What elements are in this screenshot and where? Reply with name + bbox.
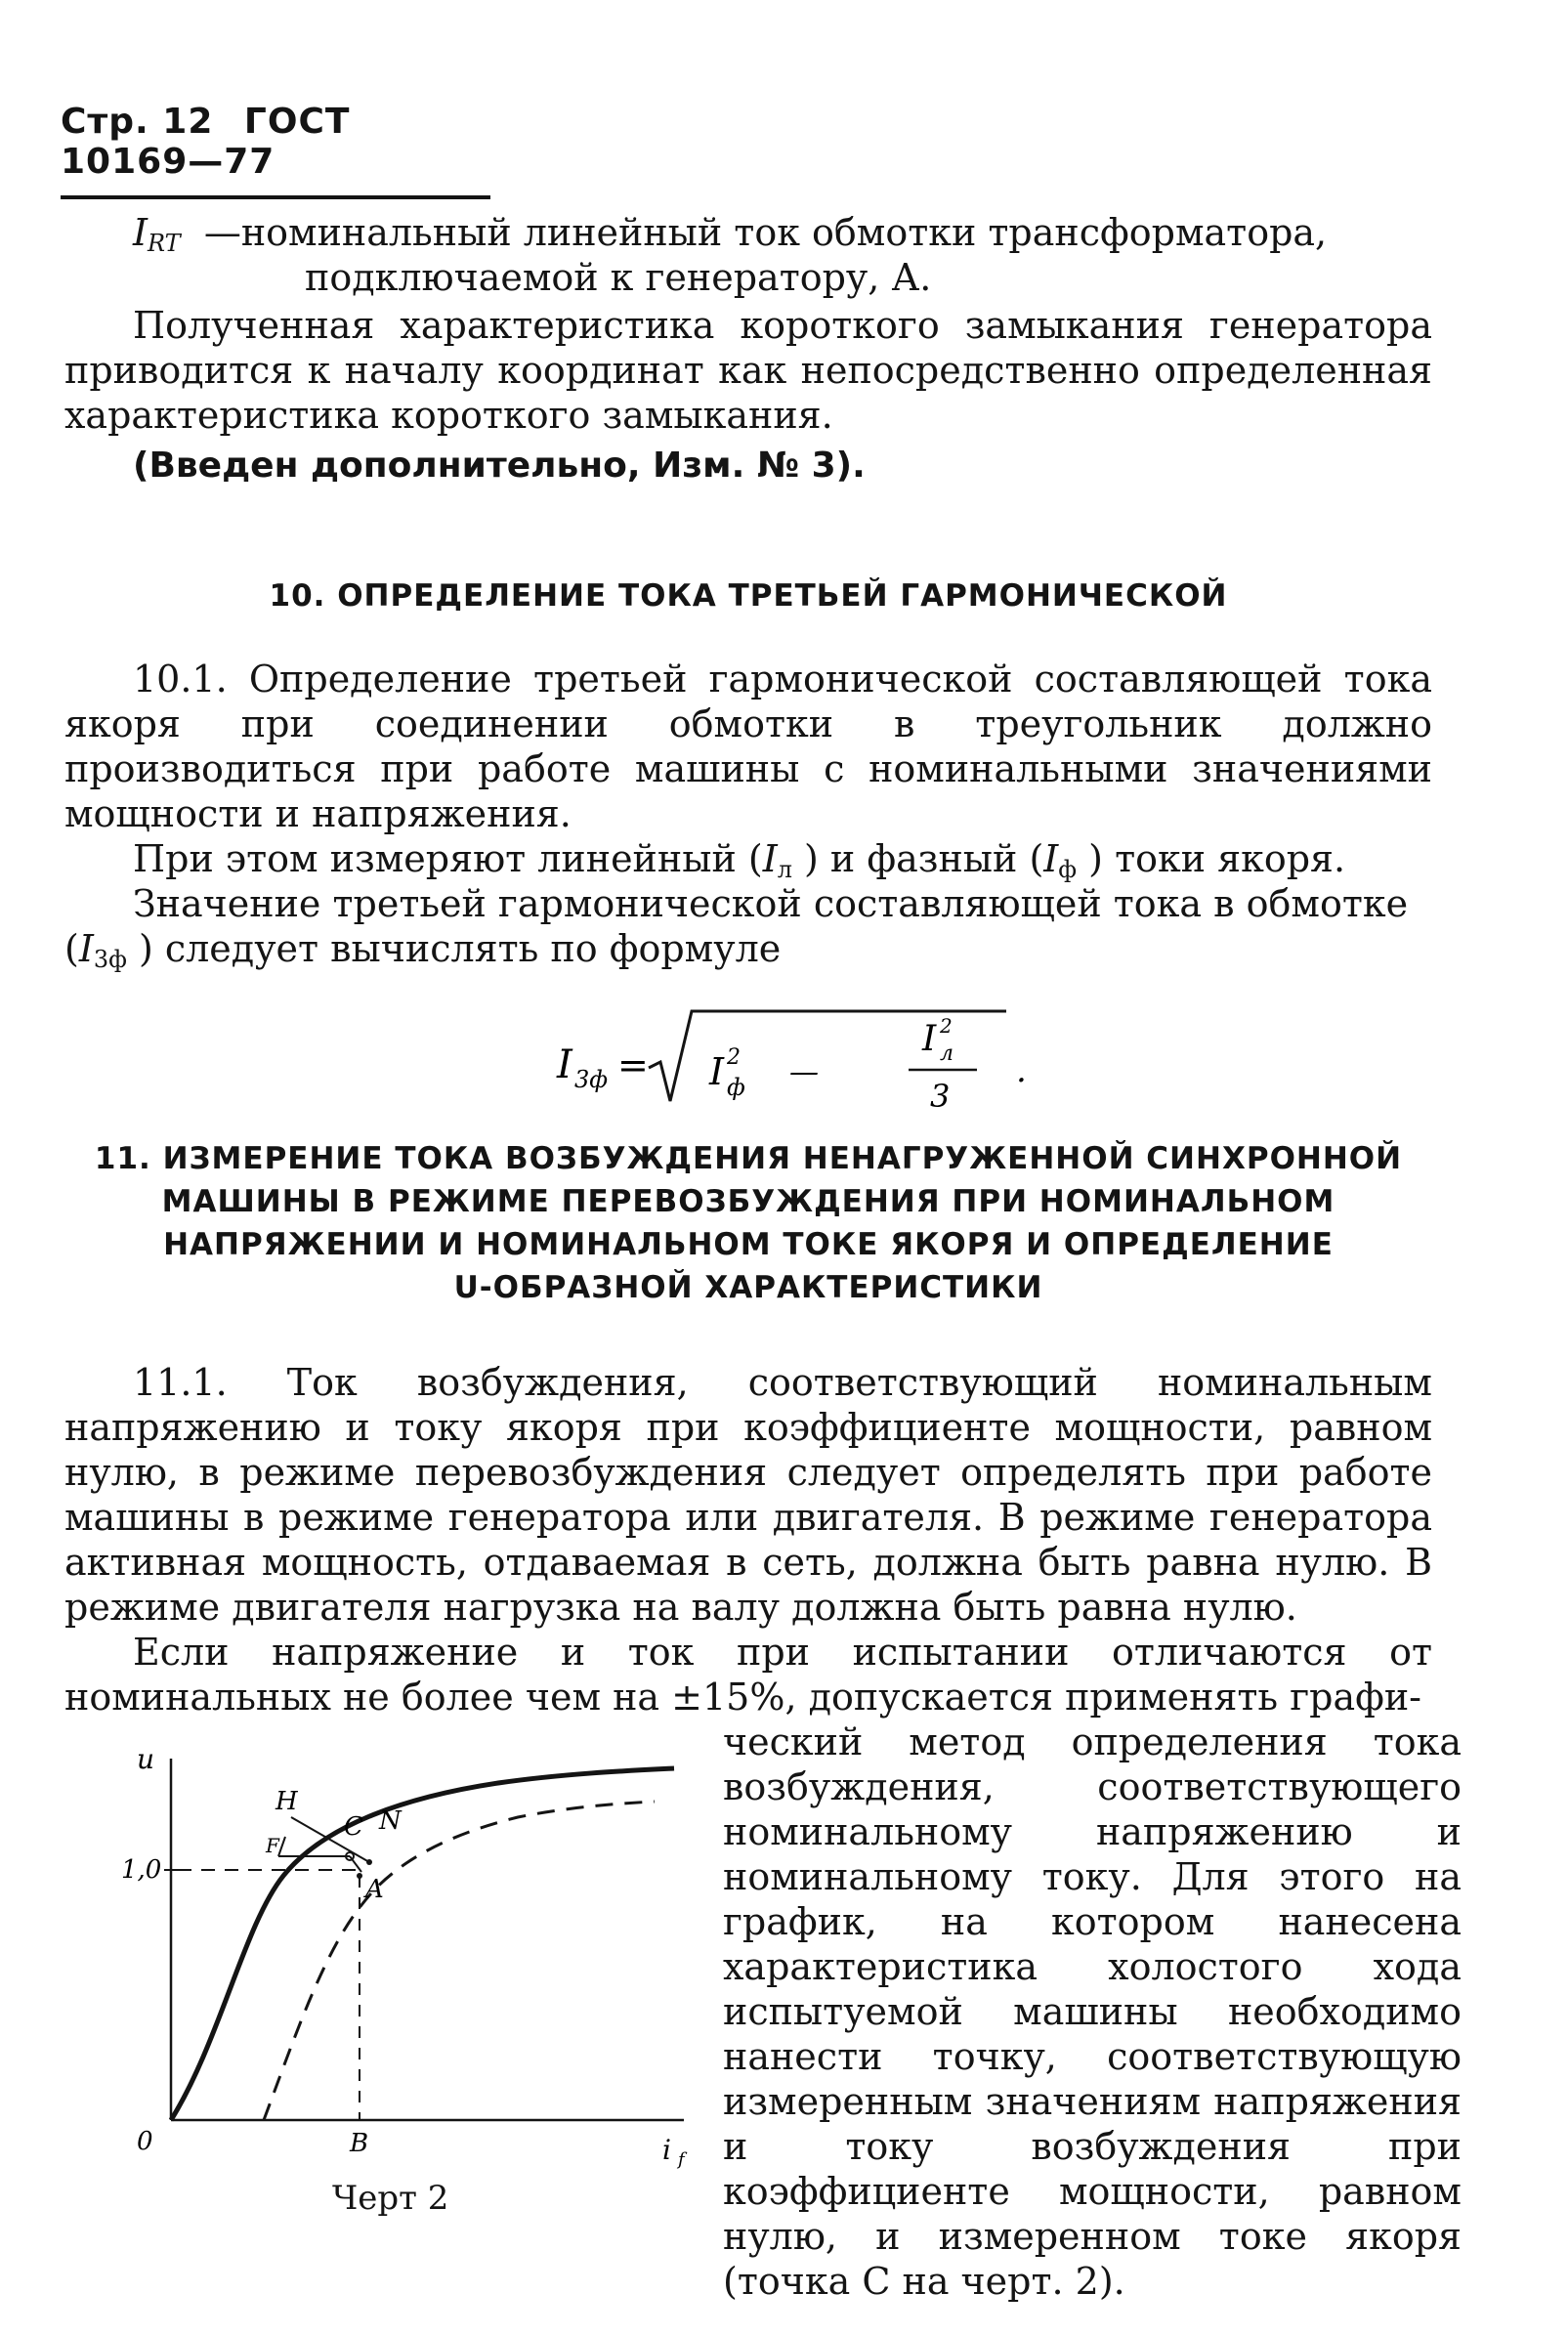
formula-term1-sub: ф [727,1074,745,1101]
formula-num: I [922,1019,937,1059]
no-load-curve [171,1768,674,2120]
section-10-paragraph-1: 10.1. Определение третьей гармонической составляющей тока якоря при соединении обмотки в треугольник должно производиться при работе машины с номинальными значениями мощности и напряжения. [64,658,1432,835]
figure-caption: Черт 2 [332,2179,449,2218]
point-a-marker [357,1873,362,1879]
point-b-label: B [350,2129,369,2158]
figure-2-svg [121,1729,694,2170]
p2-start: При этом измеряют линейный ( [133,837,763,880]
definition-symbol: I [133,211,148,254]
construction-line-hf [278,1837,285,1856]
p2-sub-phase: ф [1058,856,1078,883]
section-11-paragraph-2-cont: ческий метод определения тока возбуждения, соответствующего номинальному напряжению и номинальному току. Для этого на график, на котором нанесена характеристика холостого хода испытуемой машины необходимо нанести точку, соответствующую измеренным значениям напряжения и току возбуждения при коэффициенте мощности, равном нулю, и измеренном токе якоря (точка С на черт. 2). [723,1720,1462,2303]
formula-end: . [1016,1051,1027,1090]
p2-sym-linear: I [762,837,778,880]
definition-continuation: подключаемой к генератору, А. [305,256,932,299]
section-11-title-line: 11. ИЗМЕРЕНИЕ ТОКА ВОЗБУЖДЕНИЯ НЕНАГРУЖЕННОЙ СИНХРОННОЙ [94,1141,1403,1176]
definition-text-1: номинальный линейный ток обмотки трансформатора, [240,211,1328,254]
zero-pf-curve [264,1802,655,2120]
p3-open: ( [64,927,79,970]
point-h-label: H [275,1787,298,1816]
section-11-paragraph-2: Если напряжение и ток при испытании отличаются от номинальных не более чем на ±15%, допускается применять графи- [64,1631,1432,1719]
formula-minus: — [789,1055,819,1089]
point-a-label: A [365,1875,384,1904]
formula-lhs: I [557,1042,572,1087]
formula-num-sup: 2 [940,1014,953,1038]
p3-sub: 3ф [93,946,127,973]
y-axis-label: u [137,1743,155,1775]
page-number: Стр. 12 [61,102,214,142]
p2-end: ) токи якоря. [1077,837,1346,880]
definition-symbol-sub: RT [148,230,181,257]
definition-dash: — [203,211,241,254]
p2-sym-phase: I [1043,837,1059,880]
section-11-title-line: U-ОБРАЗНОЙ ХАРАКТЕРИСТИКИ [453,1270,1043,1305]
section-11-title-line: МАШИНЫ В РЕЖИМЕ ПЕРЕВОЗБУЖДЕНИЯ ПРИ НОМИНАЛЬНОМ [161,1184,1335,1219]
section-11-title-line: НАПРЯЖЕНИИ И НОМИНАЛЬНОМ ТОКЕ ЯКОРЯ И ОПРЕДЕЛЕНИЕ [163,1227,1334,1262]
x-axis-label: i [662,2134,671,2166]
section-10-title: 10. ОПРЕДЕЛЕНИЕ ТОКА ТРЕТЬЕЙ ГАРМОНИЧЕСКОЙ [269,578,1228,614]
p3-rest: ) следует вычислять по формуле [126,927,782,970]
formula-third-harmonic [547,992,1055,1119]
p2-mid: ) и фазный ( [791,837,1044,880]
paragraph-characteristic: Полученная характеристика короткого замыкания генератора приводится к началу координат как непосредственно определенная характеристика короткого замыкания. [64,304,1432,437]
formula-eq: = [617,1043,649,1086]
x-axis-sub: f [678,2149,685,2170]
point-c-label: C [344,1812,363,1842]
origin-label: 0 [137,2127,153,2156]
formula-den: 3 [930,1078,951,1115]
section-10-paragraph-3: Значение третьей гармонической составляющей тока в обмотке [133,882,1409,925]
page-header [61,102,490,199]
point-n-marker [366,1859,372,1865]
formula-term1-sup: 2 [727,1045,741,1070]
amendment-note: (Введен дополнительно, Изм. № 3). [133,446,866,486]
standard-id: ГОСТ 10169—77 [61,102,351,182]
figure-2 [121,1729,694,2170]
section-10-paragraph-3-cont [64,926,1432,982]
formula-num-sub: л [940,1041,954,1066]
p3-sym: I [78,927,94,970]
y-tick-label: 1,0 [121,1855,162,1885]
p2-sub-linear: л [777,856,792,883]
formula-term1: I [709,1050,725,1093]
formula-lhs-sub: 3ф [574,1066,609,1093]
section-11-title [64,1137,1432,1309]
point-n-label: N [379,1806,402,1836]
section-11-paragraph-1: 11.1. Ток возбуждения, соответствующий номинальным напряжению и току якоря при коэффициенте мощности, равном нулю, в режиме перевозбуждения следует определять при работе машины в режиме генератора или двигателя. В режиме генератора активная мощность, отдаваемая в сеть, должна быть равна нулю. В режиме двигателя нагрузка на валу должна быть равна нулю. [64,1361,1432,1629]
point-f-label: F [266,1834,279,1857]
